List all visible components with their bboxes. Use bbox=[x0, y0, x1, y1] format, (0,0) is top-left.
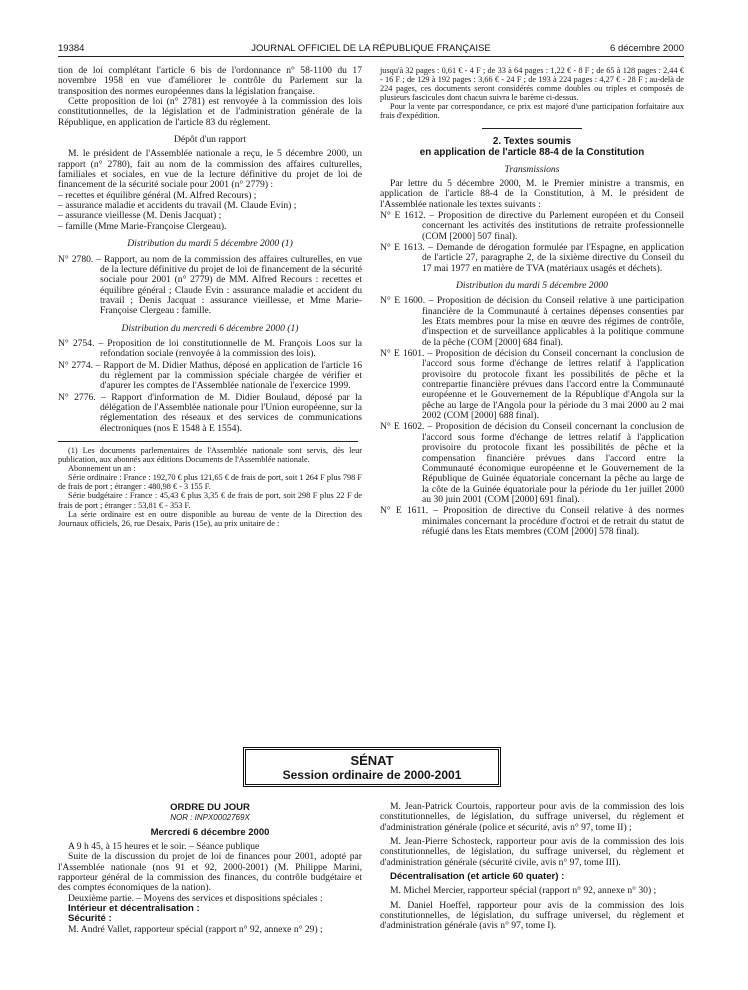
right-column bbox=[380, 66, 684, 537]
list-item: N° 2774. – Rapport de M. Didier Mathus, déposé en application de l'article 16 du règlement par la commission spéciale chargée de vérifier et d'apurer les comptes de l'Assemblée nationale de l'exercice 1999. bbox=[58, 359, 362, 392]
sub-heading: Décentralisation (et article 60 quater) : bbox=[390, 871, 565, 883]
footnote: Abonnement un an : bbox=[68, 464, 136, 474]
paragraph: tion de loi complétant l'article 6 bis de l'ordonnance n° 58-1100 du 17 novembre 1958 en vue d'améliorer le contrôle du Parlement sur la transposition des normes européennes dans la législation française. bbox=[58, 65, 362, 97]
footnote: La série ordinaire est en outre disponible au bureau de vente de la Direction des Journaux officiels, 26, rue Desaix, Paris (15e), au prix unitaire de : bbox=[58, 509, 362, 528]
list-item: N° E 1602. – Proposition de décision du Conseil concernant la conclusion de l'accord sous forme d'échange de lettres relatif à l'application provisoire du protocole fixant les possibilités de pêche et la compensation financière prévues dans l'accord entre la Communauté économique européenne et le Gouvernement de la République de Guinée équatoriale concernant la pêche au large de la côte de la Guinée équatoriale pour la période du 1er juillet 2000 au 30 juin 2001 (COM [2000] 691 final). bbox=[380, 421, 684, 505]
section-subtitle: en application de l'article 88-4 de la Constitution bbox=[419, 146, 645, 158]
paragraph: Suite de la discussion du projet de loi de finances pour 2001, adopté par l'Assemblée nationale (nos 91 et 92, 2000-2001) (M. Philippe Marini, rapporteur général de la commission des finances, du contrôle budgétaire et des comptes économiques de la nation). bbox=[58, 851, 362, 894]
paragraph: M. Jean-Pierre Schosteck, rapporteur pour avis de la commission des lois constitutionnelles, de législation, du suffrage universel, du règlement et d'administration générale (sécurité civile, avis n° 97, tome III). bbox=[380, 836, 684, 868]
ordre-du-jour-heading: ORDRE DU JOUR bbox=[170, 802, 250, 813]
list-item: – assurance maladie et accidents du travail (M. Claude Evin) ; bbox=[58, 200, 297, 212]
distribution-heading: Distribution du mardi 5 décembre 2000 (1) bbox=[127, 238, 293, 250]
senat-title: SÉNAT bbox=[350, 753, 394, 768]
date-heading: Mercredi 6 décembre 2000 bbox=[150, 827, 270, 838]
list-item: N° E 1601. – Proposition de décision du Conseil concernant la conclusion de l'accord sous forme d'échange de lettres relatif à l'application provisoire du protocole fixant les possibilités de pêche et la contrepartie financière prévues dans l'accord entre la Communauté européenne et le Gouvernement de la République d'Angola sur la pêche au large de l'Angola pour la période du 3 mai 2000 au 2 mai 2002 (COM [2000] 688 final). bbox=[380, 348, 684, 422]
footnote: Pour la vente par correspondance, ce prix est majoré d'une participation forfaitaire aux frais d'expédition. bbox=[380, 102, 684, 121]
distribution-heading: Distribution du mercredi 6 décembre 2000 (1) bbox=[121, 322, 299, 334]
list-item: N° 2776. – Rapport d'information de M. Didier Boulaud, déposé par la délégation de l'Assemblée nationale pour l'Union européenne, sur la réglementation des réseaux et des services de communications électroniques (nos E 1548 à E 1554). bbox=[58, 391, 362, 434]
paragraph: Deuxième partie. – Moyens des services et dispositions spéciales : bbox=[68, 892, 323, 904]
sub-heading: Sécurité : bbox=[68, 913, 112, 925]
list-item: N° E 1611. – Proposition de directive du Conseil relative à des normes minimales concernant la procédure d'octroi et de retrait du statut de réfugié dans les Etats membres (COM [2000] 578 final). bbox=[380, 505, 684, 537]
senat-banner bbox=[243, 747, 501, 787]
list-item: N° E 1600. – Proposition de décision du Conseil relative à une participation financière de la Communauté à certaines dépenses consenties par les Etats membres pour la mise en œuvre des régimes de contrôle, d'inspection et de surveillance applicables à la politique commune de la pêche (COM [2000] 684 final). bbox=[380, 295, 684, 348]
page-header bbox=[58, 42, 684, 57]
list-item: N° 2780. – Rapport, au nom de la commission des affaires culturelles, en vue de la lecture définitive du projet de loi de financement de la sécurité sociale pour 2001 (n° 2779) de MM. Alfred Recours : recettes et équilibre général ; Claude Evin : assurance maladie et accident du travail ; Denis Jacquat : assurance vieillesse, et Mme Marie-Françoise Clergeau : famille. bbox=[58, 253, 362, 317]
footnote: (1) Les documents parlementaires de l'Assemblée nationale sont servis, dès leur publication, aux abonnés aux éditions Documents de l'Assemblée nationale. bbox=[58, 446, 362, 465]
footnote: Série budgétaire : France : 45,43 € plus 3,35 € de frais de port, soit 298 F plus 22 F de frais de port ; étranger : 53,81 € - 353 F. bbox=[58, 491, 362, 510]
paragraph: M. André Vallet, rapporteur spécial (rapport n° 92, annexe n° 29) ; bbox=[68, 923, 323, 935]
sub-heading: Intérieur et décentralisation : bbox=[68, 903, 200, 915]
left-column bbox=[58, 66, 362, 528]
issue-date: 6 décembre 2000 bbox=[610, 43, 684, 54]
bottom-right-column bbox=[380, 802, 684, 932]
paragraph: M. Daniel Hoeffel, rapporteur pour avis de la commission des lois constitutionnelles, de législation, du suffrage universel, du règlement et d'administration générale (avis n° 97, tome I). bbox=[380, 899, 684, 932]
list-item: – famille (Mme Marie-Françoise Clergeau). bbox=[58, 220, 227, 232]
list-item: N° E 1612. – Proposition de directive du Parlement européen et du Conseil concernant les activités des institutions de retraite professionnelle (COM [2000] 507 final). bbox=[380, 209, 684, 242]
footnotes-continued bbox=[380, 66, 684, 121]
paragraph: Par lettre du 5 décembre 2000, M. le Premier ministre a transmis, en application de l'article 88-4 de la Constitution, à M. le président de l'Assemblée nationale les textes suivants : bbox=[380, 177, 684, 210]
journal-title: JOURNAL OFFICIEL DE LA RÉPUBLIQUE FRANÇAISE bbox=[251, 43, 491, 54]
footnote: jusqu'à 32 pages : 0,61 € - 4 F ; de 33 à 64 pages : 1,22 € - 8 F ; de 65 à 128 pages : 2,44 € - 16 F ; de 129 à 192 pages : 3,66 € - 24 F ; de 193 à 224 pages : 4,27 € - 28 F ; au-delà de 224 pages, ces documents seront considérés comme doubles ou triples et composés de plusieurs fascicules dont chacun suivra le barème ci-dessus. bbox=[380, 66, 684, 103]
paragraph: M. le président de l'Assemblée nationale a reçu, le 5 décembre 2000, un rapport (n° 2780), fait au nom de la commission des affaires culturelles, familiales et sociales, en vue de la lecture définitive du projet de loi de financement de la sécurité sociale pour 2001 (n° 2779) : bbox=[58, 148, 362, 191]
paragraph: Cette proposition de loi (n° 2781) est renvoyée à la commission des lois constitutionnelles, de la législation et de l'administration générale de la République, en application de l'article 83 du règlement. bbox=[58, 96, 362, 128]
nor-reference: NOR : INPX0002769X bbox=[170, 813, 250, 822]
list-item: – assurance vieillesse (M. Denis Jacquat) ; bbox=[58, 210, 222, 222]
section-heading: Dépôt d'un rapport bbox=[173, 134, 247, 146]
paragraph: M. Jean-Patrick Courtois, rapporteur pour avis de la commission des lois constitutionnelles, de législation, du suffrage universel, du règlement et d'administration générale (police et sécurité, avis n° 97, tome II) ; bbox=[380, 801, 684, 833]
list-item: N° E 1613. – Demande de dérogation formulée par l'Espagne, en application de l'article 27, paragraphe 2, de la sixième directive du Conseil du 17 mai 1977 en matière de TVA (matériaux usagés et déchets). bbox=[380, 241, 684, 274]
footnote: Série ordinaire : France : 192,70 € plus 121,65 € de frais de port, soit 1 264 F plus 798 F de frais de port ; étranger : 480,98 € - 3 155 F. bbox=[58, 473, 362, 492]
footnotes bbox=[58, 446, 362, 528]
seance-line: A 9 h 45, à 15 heures et le soir. – Séance publique bbox=[68, 841, 260, 852]
bottom-left-column bbox=[58, 802, 362, 935]
list-item: N° 2754. – Proposition de loi constitutionnelle de M. François Loos sur la refondation sociale (renvoyée à la commission des lois). bbox=[58, 337, 362, 360]
senat-subtitle: Session ordinaire de 2000-2001 bbox=[282, 768, 462, 782]
distribution-heading: Distribution du mardi 5 décembre 2000 bbox=[456, 280, 608, 291]
paragraph: M. Michel Mercier, rapporteur spécial (rapport n° 92, annexe n° 30) ; bbox=[390, 885, 657, 897]
section-title: 2. Textes soumis bbox=[492, 135, 572, 147]
list-item: – recettes et équilibre général (M. Alfred Recours) ; bbox=[58, 189, 257, 201]
transmissions-heading: Transmissions bbox=[504, 163, 560, 175]
page-number: 19384 bbox=[58, 43, 85, 54]
